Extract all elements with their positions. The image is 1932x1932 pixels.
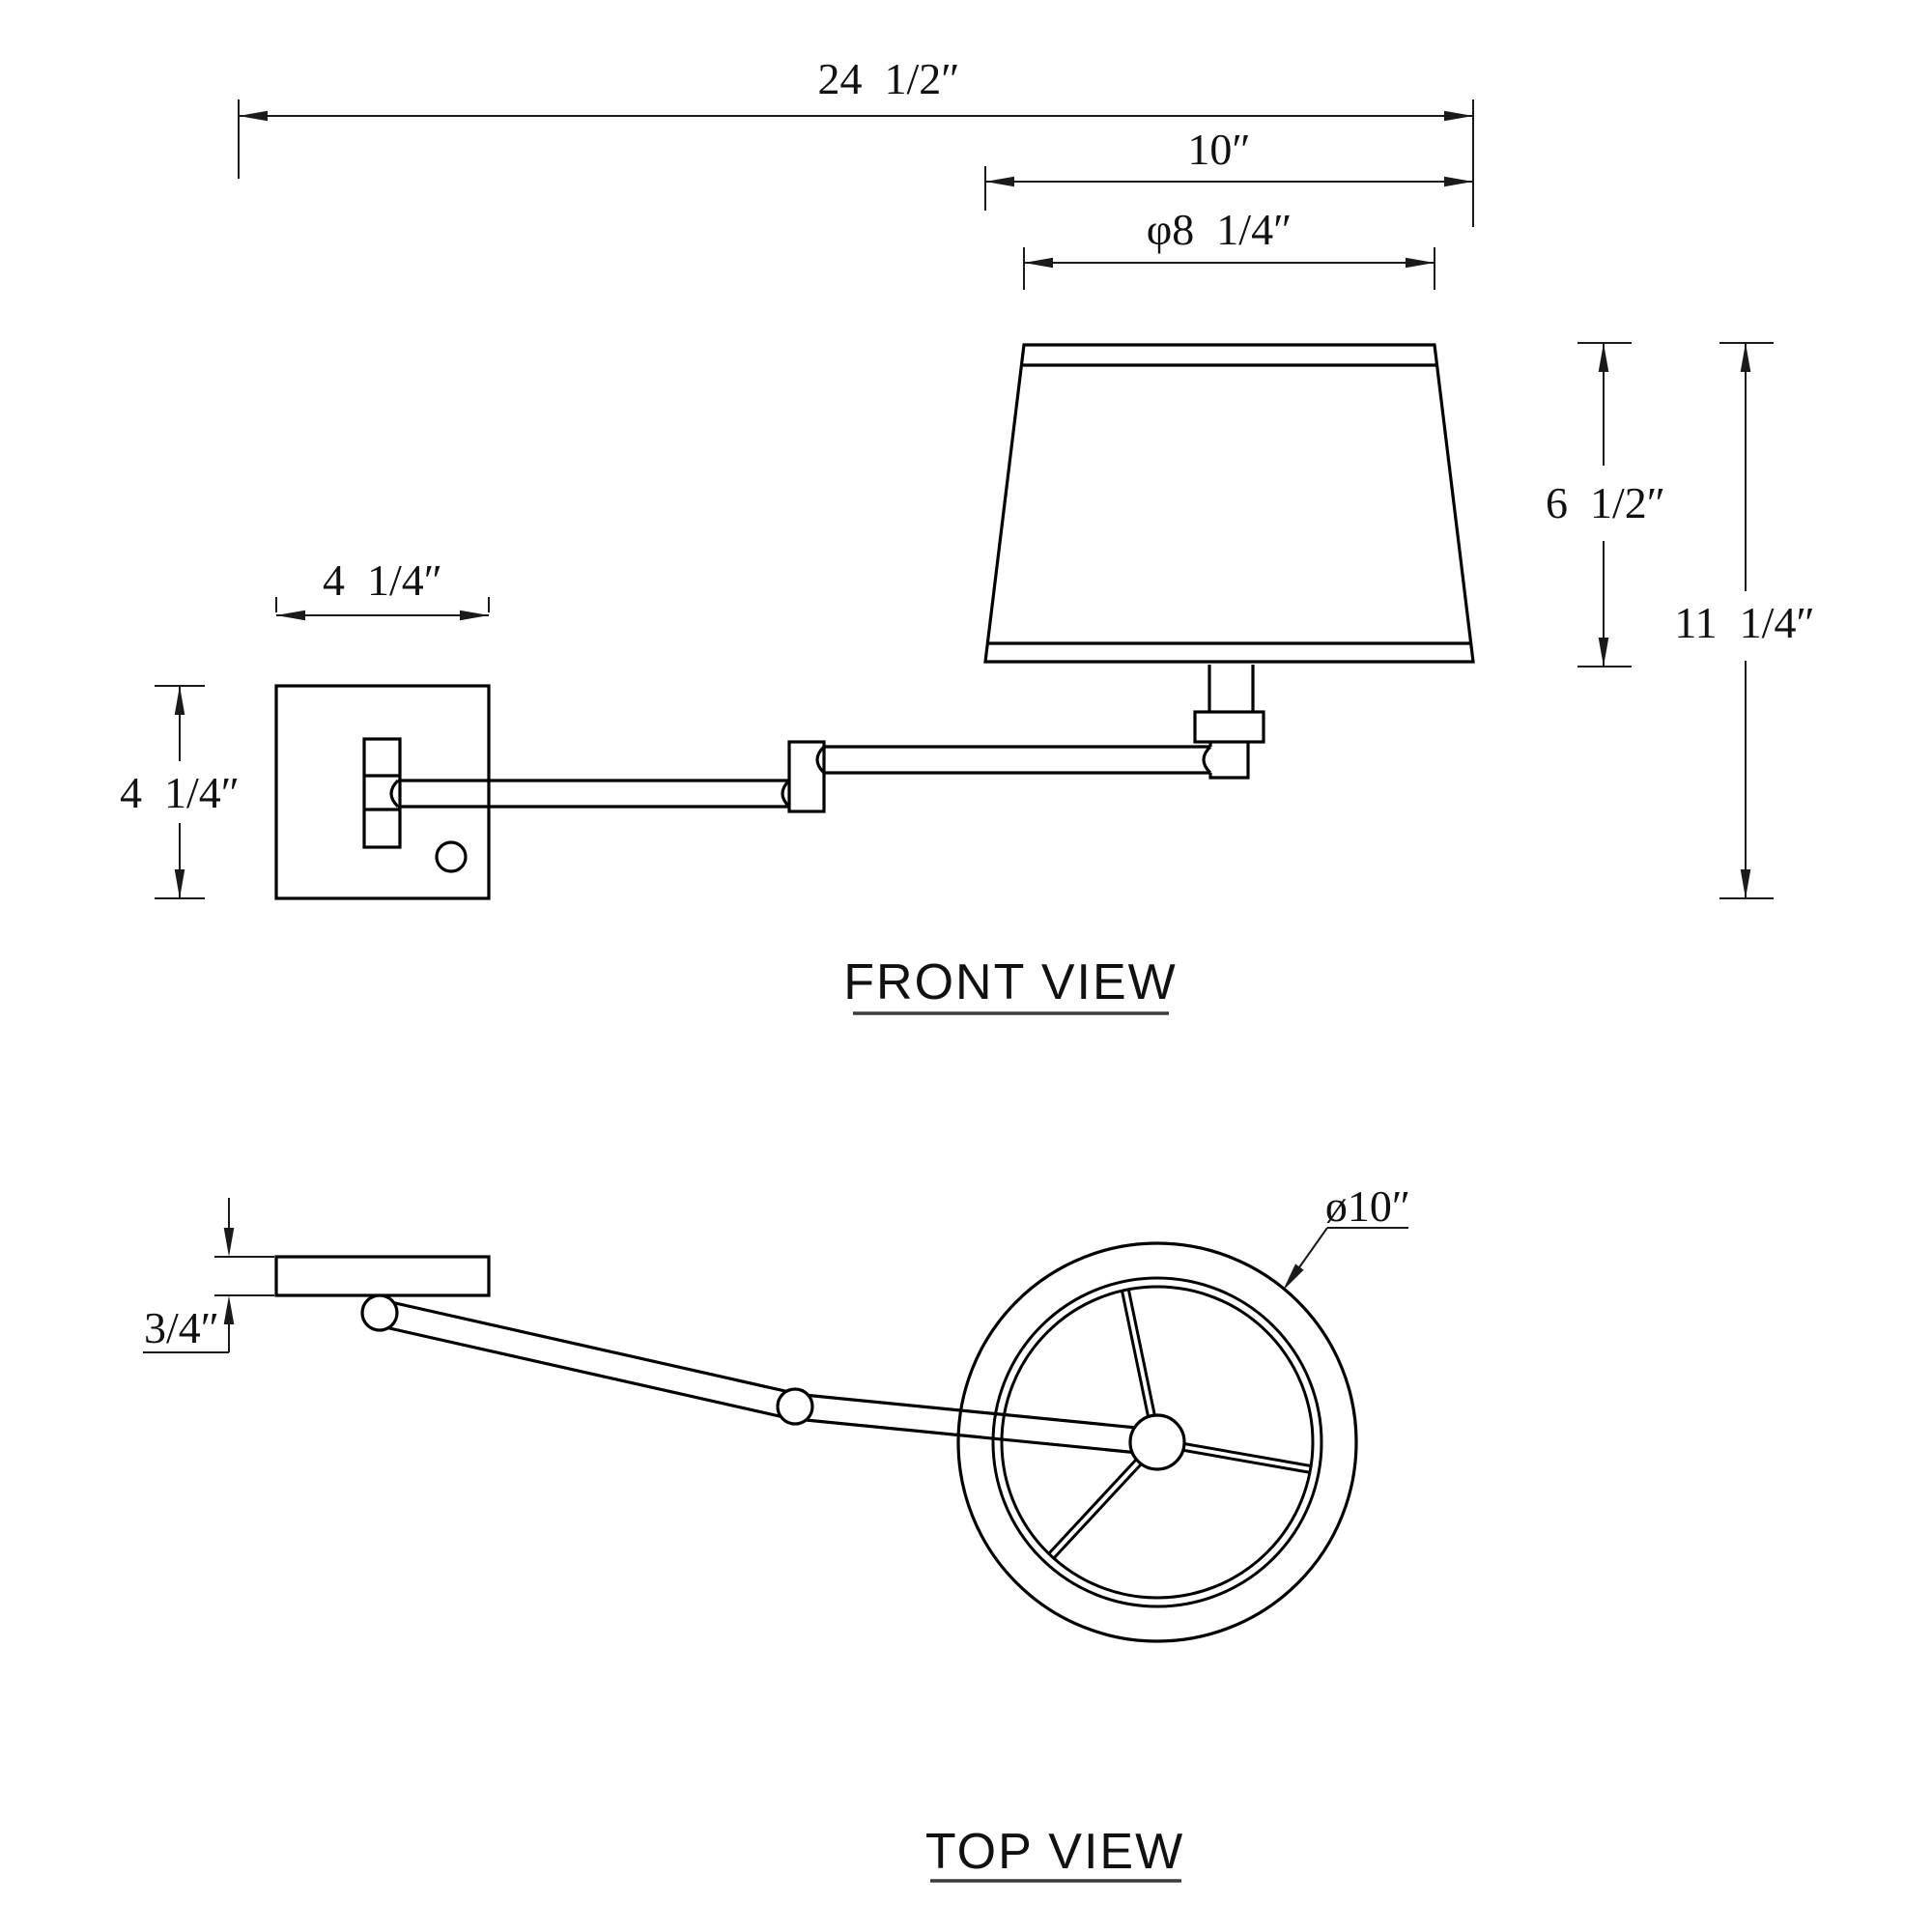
front-view-title: FRONT VIEW bbox=[843, 954, 1178, 1010]
arrowhead-top bbox=[1599, 343, 1609, 372]
swing-arm-top bbox=[377, 1300, 1158, 1455]
dim-shade-width bbox=[985, 125, 1473, 211]
dim-text-backplate-width: 4 1/4″ bbox=[323, 555, 442, 605]
arrowhead-top bbox=[175, 686, 185, 715]
dim-text-backplate-thickness: 3/4″ bbox=[144, 1303, 219, 1352]
swing-arm-upper bbox=[817, 747, 1210, 773]
swivel-joint bbox=[1195, 665, 1264, 778]
arrowhead-down bbox=[224, 1228, 235, 1257]
arrowhead-bottom bbox=[175, 869, 185, 898]
top-view-title: TOP VIEW bbox=[924, 1824, 1185, 1880]
backplate bbox=[276, 686, 489, 898]
dim-text-overall-height: 11 1/4″ bbox=[1674, 598, 1815, 647]
dim-shade-height bbox=[1546, 343, 1665, 667]
dim-backplate-height bbox=[120, 686, 240, 898]
top-view bbox=[143, 1181, 1410, 1881]
elbow-pivot bbox=[778, 1389, 812, 1424]
spoke-edge bbox=[1048, 1460, 1136, 1554]
swivel-stub bbox=[1210, 742, 1248, 778]
arrowhead-top bbox=[1741, 343, 1751, 372]
dim-text-shade-height: 6 1/2″ bbox=[1546, 478, 1665, 527]
arm-bracket bbox=[364, 739, 400, 847]
dim-text-shade-top-diameter: φ8 1/4″ bbox=[1146, 205, 1293, 254]
arrowhead-leader bbox=[1283, 1264, 1304, 1291]
front-view bbox=[120, 54, 1815, 1013]
arrowhead-right bbox=[1406, 258, 1435, 269]
swivel-block bbox=[1195, 712, 1264, 742]
center-hub bbox=[1130, 1415, 1184, 1469]
label-text-shade-diameter: ø10″ bbox=[1324, 1181, 1411, 1231]
lampshade bbox=[985, 345, 1473, 662]
dim-backplate-width bbox=[276, 555, 489, 620]
dim-text-backplate-height: 4 1/4″ bbox=[120, 768, 240, 817]
spoke-edge bbox=[1122, 1292, 1149, 1417]
arrowhead-up bbox=[224, 1295, 235, 1324]
dim-text-shade-width: 10″ bbox=[1187, 125, 1251, 174]
arrowhead-left bbox=[276, 611, 305, 621]
arm-edge bbox=[377, 1325, 792, 1419]
dim-overall-width bbox=[239, 54, 1473, 227]
dim-shade-top-diameter bbox=[1024, 205, 1435, 290]
lamp-neck bbox=[1209, 665, 1253, 712]
arrowhead-right bbox=[1444, 177, 1473, 187]
arm-end-cap bbox=[391, 781, 398, 807]
dim-text-overall-width: 24 1/2″ bbox=[817, 54, 960, 103]
arrowhead-right bbox=[460, 611, 489, 621]
arm-end-cap bbox=[1204, 747, 1210, 773]
swing-arm-lower bbox=[391, 781, 789, 807]
backplate-top bbox=[276, 1257, 489, 1295]
swivel-pivot bbox=[362, 1295, 397, 1330]
arrowhead-left bbox=[985, 177, 1014, 187]
arrowhead-left bbox=[239, 111, 268, 122]
arrowhead-left bbox=[1024, 258, 1053, 269]
arrowhead-right bbox=[1444, 111, 1473, 122]
spoke-edge bbox=[1054, 1463, 1142, 1558]
dim-overall-height bbox=[1674, 343, 1814, 898]
backplate-outline bbox=[276, 686, 489, 898]
lampshade-outline bbox=[985, 345, 1473, 662]
arrowhead-bottom bbox=[1741, 869, 1751, 898]
dim-backplate-thickness bbox=[143, 1198, 274, 1352]
arm-edge bbox=[383, 1300, 798, 1394]
label-shade-diameter bbox=[1283, 1181, 1410, 1291]
switch-knob bbox=[437, 842, 466, 871]
arrowhead-bottom bbox=[1599, 638, 1609, 667]
spoke-edge bbox=[1128, 1290, 1154, 1415]
